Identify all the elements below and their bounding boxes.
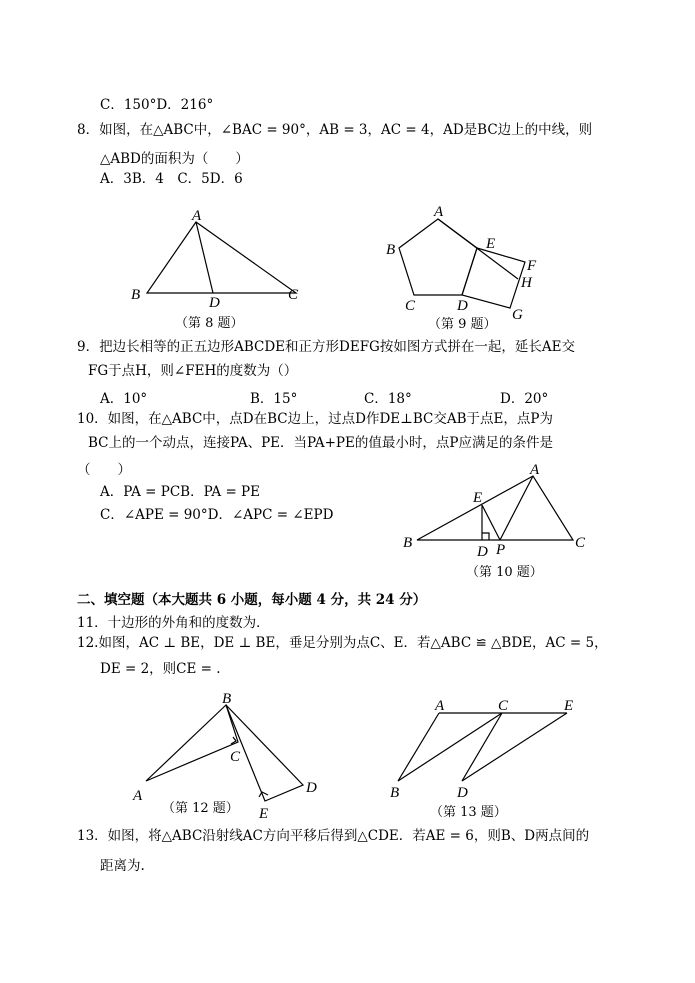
segment-de	[462, 713, 567, 781]
label-b: B	[390, 785, 400, 801]
q10-line3: （ ）	[77, 462, 131, 478]
q9-option-d: D．20°	[500, 391, 549, 407]
caption-10: （第 10 题）	[466, 565, 543, 580]
segment-cd	[462, 713, 502, 781]
q8-line1: 8．如图，在△ABC中，∠BAC = 90°，AB = 3，AC = 4，AD是BC边上的中线，则	[77, 122, 593, 138]
label-h: H	[521, 275, 532, 291]
label-d: D	[457, 298, 468, 314]
label-e: E	[564, 698, 574, 714]
label-c: C	[575, 535, 586, 551]
label-g: G	[512, 307, 523, 323]
q9-option-b: B．15°	[250, 391, 298, 407]
q10-options-cd: C．∠APE = 90°D．∠APC = ∠EPD	[100, 507, 334, 523]
label-e: E	[486, 236, 496, 252]
label-d: D	[477, 544, 488, 560]
label-b: B	[222, 691, 232, 707]
label-c: C	[498, 698, 509, 714]
label-e: E	[259, 806, 269, 822]
q11: 11．十边形的外角和的度数为．	[77, 615, 270, 631]
caption-8: （第 8 题）	[175, 316, 244, 331]
q7-options: C．150°D．216°	[100, 97, 214, 113]
label-d: D	[457, 785, 468, 801]
q10-line2: BC上的一个动点，连接PA、PE．当PA+PE的值最小时，点P应满足的条件是	[88, 435, 553, 451]
q8-line2: △ABD的面积为（ ）	[100, 151, 249, 167]
label-e: E	[473, 490, 483, 506]
q13-line1: 13．如图，将△ABC沿射线AC方向平移后得到△CDE．若AE = 6，则B、D两点间的	[77, 828, 590, 844]
q9-option-c: C．18°	[364, 391, 412, 407]
q13-line2: 距离为.	[100, 858, 145, 874]
label-b: B	[386, 242, 396, 258]
label-p: P	[496, 542, 506, 558]
label-d: D	[306, 780, 317, 796]
segment-bc	[398, 713, 502, 781]
label-a: A	[133, 788, 143, 804]
label-a: A	[530, 462, 540, 478]
label-d: D	[209, 295, 220, 311]
section-2-heading: 二、填空题（本大题共 6 小题，每小题 4 分，共 24 分）	[77, 592, 427, 608]
q10-options-ab: A．PA = PCB．PA = PE	[100, 484, 260, 500]
caption-13: （第 13 题）	[430, 805, 507, 820]
label-b: B	[131, 287, 141, 303]
label-a: A	[434, 204, 444, 220]
q9-line1: 9．把边长相等的正五边形ABCDE和正方形DEFG按如图方式拼在一起，延长AE交	[77, 339, 575, 355]
caption-12: （第 12 题）	[162, 801, 239, 816]
caption-9: （第 9 题）	[428, 317, 497, 332]
label-a: A	[435, 698, 445, 714]
label-f: F	[527, 258, 537, 274]
q12-line2: DE = 2，则CE = .	[100, 661, 221, 677]
label-a: A	[192, 208, 202, 224]
label-c: C	[405, 298, 416, 314]
q9-line2: FG于点H，则∠FEH的度数为（）	[88, 363, 298, 379]
q8-options: A．3B．4 C．5D．6	[100, 171, 243, 187]
q9-option-a: A．10°	[100, 391, 148, 407]
segment-ab	[398, 713, 439, 781]
label-c: C	[230, 749, 241, 765]
label-c: C	[288, 287, 299, 303]
q10-line1: 10．如图，在△ABC中，点D在BC边上，过点D作DE⊥BC交AB于点E，点P为	[77, 411, 553, 427]
q12-line1: 12.如图，AC ⊥ BE，DE ⊥ BE，垂足分别为点C、E．若△ABC ≌ △BDE，AC = 5，	[77, 635, 608, 651]
label-b: B	[403, 535, 413, 551]
